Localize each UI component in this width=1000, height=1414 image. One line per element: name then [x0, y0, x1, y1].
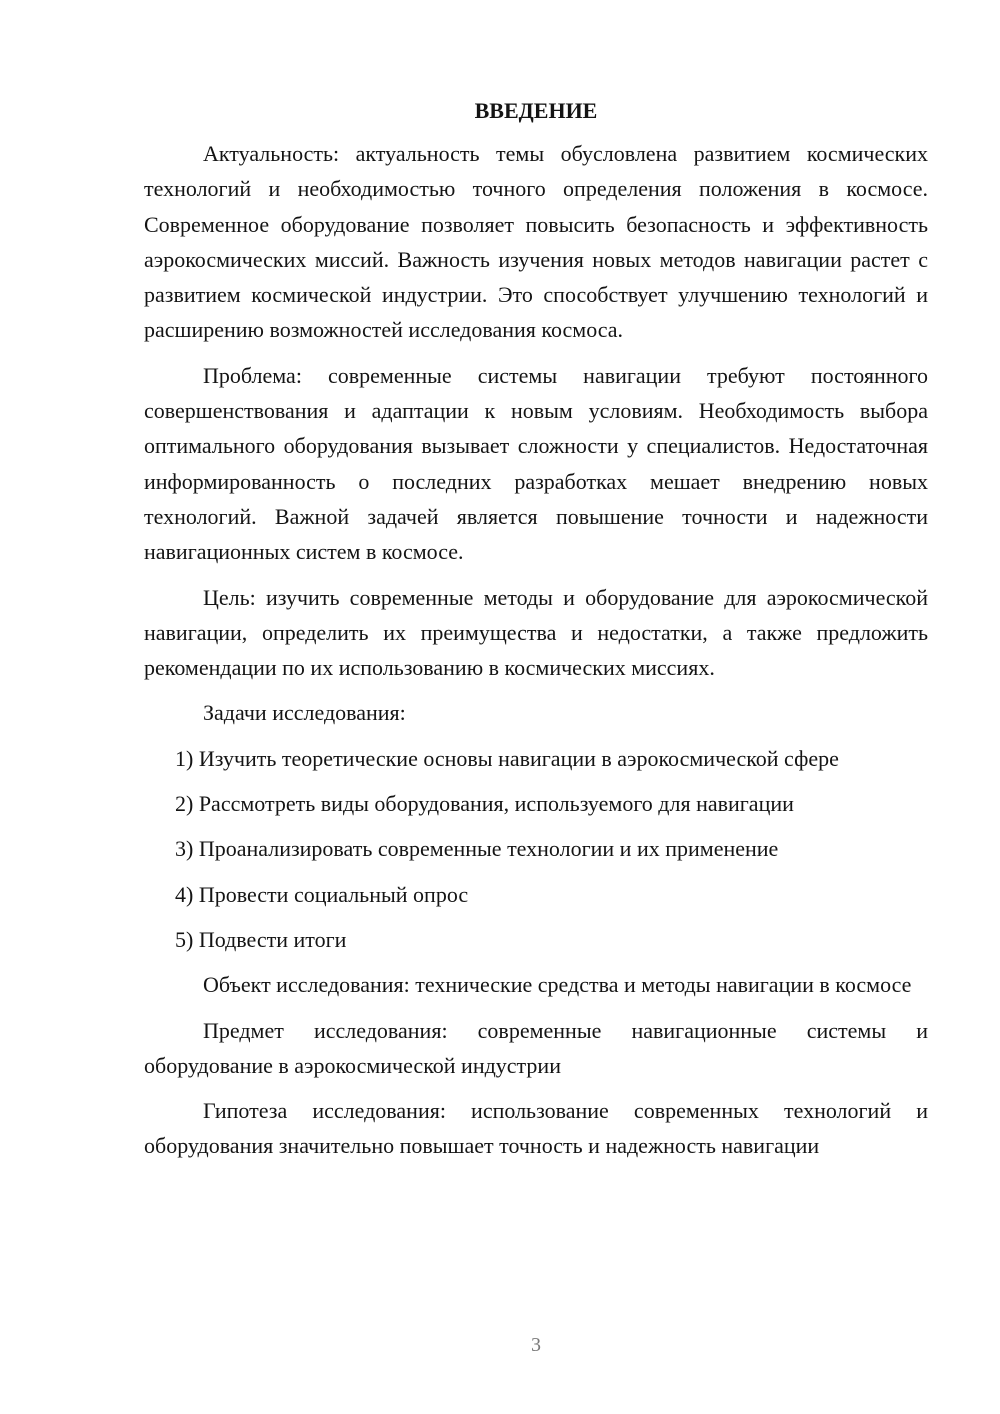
- page-title: ВВЕДЕНИЕ: [474, 98, 598, 123]
- page-content: [144, 96, 928, 1174]
- paragraph-goal: Цель: изучить современные методы и оборудование для аэрокосмической навигации, определить их преимущества и недостатки, а также предложить рекомендации по их использованию в космических миссиях.: [144, 584, 928, 681]
- task-list: [144, 741, 928, 957]
- task-item-5: 5) Подвести итоги: [175, 926, 347, 952]
- paragraph-problem: Проблема: современные системы навигации требуют постоянного совершенствования и адаптации к новым условиям. Необходимость выбора оптимального оборудования вызывает сложности у специалистов. Недостаточная информированность о последних разработках мешает внедрению новых технологий. Важной задачей является повышение точности и надежности навигационных систем в космосе.: [144, 362, 928, 565]
- paragraph-subject: Предмет исследования: современные навигационные системы и оборудование в аэрокосмической индустрии: [144, 1017, 928, 1078]
- task-item-4: 4) Провести социальный опрос: [175, 881, 469, 907]
- paragraph-relevance: Актуальность: актуальность темы обусловлена развитием космических технологий и необходимостью точного определения положения в космосе. Современное оборудование позволяет повысить безопасность и эффективность аэрокосмических миссий. Важность изучения новых методов навигации растет с развитием космической индустрии. Это способствует улучшению технологий и расширению возможностей исследования космоса.: [144, 141, 928, 343]
- task-item-2: 2) Рассмотреть виды оборудования, используемого для навигации: [175, 791, 794, 817]
- task-item-1: 1) Изучить теоретические основы навигации в аэрокосмической сфере: [175, 745, 839, 771]
- paragraph-object: Объект исследования: технические средства и методы навигации в космосе: [203, 972, 912, 998]
- paragraph-hypothesis: Гипотеза исследования: использование современных технологий и оборудования значительно повышает точность и надежность навигации: [144, 1098, 928, 1159]
- tasks-heading: Задачи исследования:: [203, 700, 406, 726]
- page-number: 3: [531, 1334, 541, 1356]
- task-item-3: 3) Проанализировать современные технологии и их применение: [175, 836, 779, 862]
